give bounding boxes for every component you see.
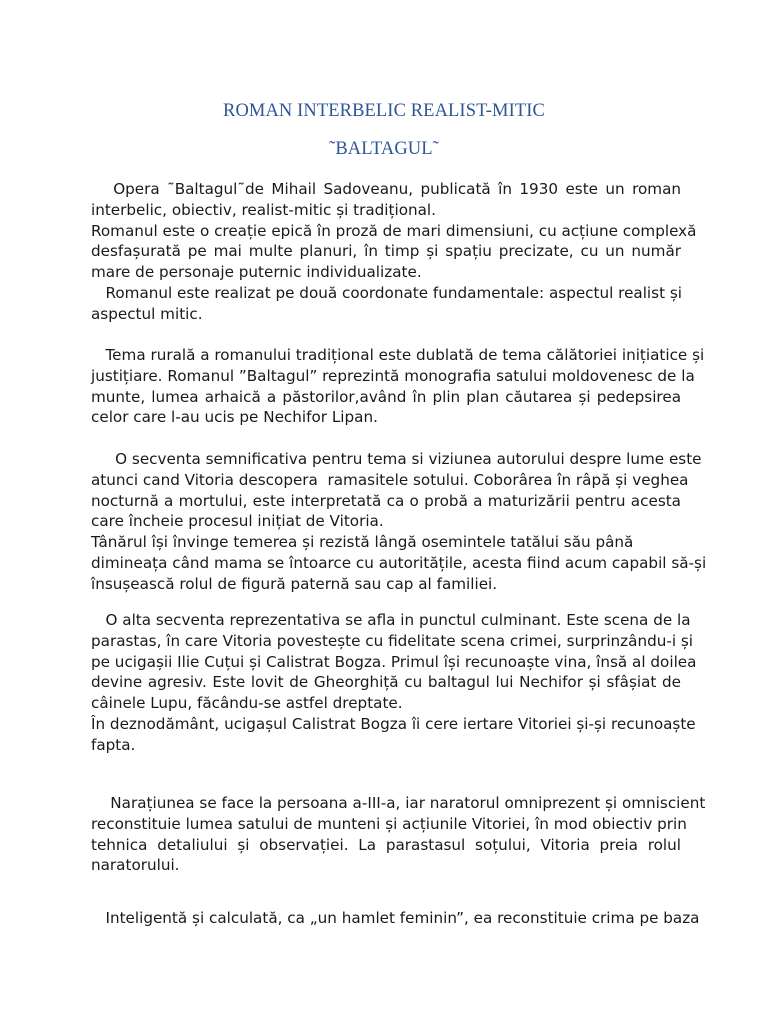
text-line: Inteligentă și calculată, ca „un hamlet feminin”, ea reconstituie crima pe baza bbox=[91, 909, 700, 927]
paragraph bbox=[91, 908, 700, 929]
text-line: naratorului. bbox=[91, 856, 180, 875]
text-line: devine agresiv. Este lovit de Gheorghiță cu baltagul lui Nechifor și sfâșiat de bbox=[91, 673, 681, 692]
paragraph bbox=[91, 179, 697, 325]
document-subtitle: ˜BALTAGUL˜ bbox=[329, 139, 439, 159]
text-line: justițiare. Romanul ”Baltagul” reprezintă monografia satului moldovenesc de la bbox=[91, 366, 695, 385]
text-line: În deznodământ, ucigașul Calistrat Bogza îi cere iertare Vitoriei și-și recunoaște bbox=[91, 714, 696, 733]
text-line: mare de personaje puternic individualizate. bbox=[91, 263, 422, 282]
text-line: fapta. bbox=[91, 735, 136, 754]
text-line: dimineața când mama se întoarce cu autoritățile, acesta fiind acum capabil să-și bbox=[91, 553, 707, 572]
text-line: care încheie procesul inițiat de Vitoria. bbox=[91, 512, 384, 531]
text-line: Romanul este o creație epică în proză de mari dimensiuni, cu acțiune complexă bbox=[91, 221, 697, 240]
text-line: tehnica detaliului și observației. La parastasul soțului, Vitoria preia rolul bbox=[91, 835, 681, 854]
text-line: Tânărul își învinge temerea și rezistă lângă osemintele tatălui său până bbox=[91, 533, 634, 552]
text-line: Narațiunea se face la persoana a-III-a, iar naratorul omniprezent și omniscient bbox=[91, 794, 706, 812]
paragraph bbox=[91, 793, 706, 876]
text-line: interbelic, obiectiv, realist-mitic și tradițional. bbox=[91, 200, 436, 219]
text-line: nocturnă a mortului, este interpretată ca o probă a maturizării pentru acesta bbox=[91, 491, 681, 510]
text-line: câinele Lupu, făcându-se astfel dreptate. bbox=[91, 694, 403, 713]
paragraph bbox=[91, 449, 707, 595]
text-line: desfașurată pe mai multe planuri, în timp și spațiu precizate, cu un număr bbox=[91, 242, 681, 261]
text-line: parastas, în care Vitoria povestește cu fidelitate scena crimei, surprinzându-i și bbox=[91, 631, 694, 650]
text-line: Tema rurală a romanului tradițional este dublată de tema călătoriei inițiatice și bbox=[91, 346, 705, 364]
text-line: însușească rolul de figură paternă sau cap al familiei. bbox=[91, 574, 498, 593]
text-line: O secventa semnificativa pentru tema si viziunea autorului despre lume este bbox=[91, 450, 702, 468]
text-line: reconstituie lumea satului de munteni și acțiunile Vitoriei, în mod obiectiv prin bbox=[91, 814, 687, 833]
text-line: atunci cand Vitoria descopera ramasitele sotului. Coborârea în râpă și veghea bbox=[91, 470, 689, 489]
text-line: celor care l-au ucis pe Nechifor Lipan. bbox=[91, 408, 378, 427]
text-line: aspectul mitic. bbox=[91, 304, 203, 323]
text-line: Romanul este realizat pe două coordonate fundamentale: aspectul realist și bbox=[91, 283, 682, 302]
document-title: ROMAN INTERBELIC REALIST-MITIC bbox=[223, 101, 545, 121]
text-line: O alta secventa reprezentativa se afla in punctul culminant. Este scena de la bbox=[91, 611, 691, 629]
text-line: munte, lumea arhaică a păstorilor,având în plin plan căutarea și pedepsirea bbox=[91, 387, 681, 406]
text-line: pe ucigașii Ilie Cuțui și Calistrat Bogza. Primul își recunoaște vina, însă al doilea bbox=[91, 652, 697, 671]
paragraph bbox=[91, 610, 697, 756]
paragraph bbox=[91, 345, 705, 428]
text-line: Opera ˜Baltagul˜de Mihail Sadoveanu, publicată în 1930 este un roman bbox=[91, 180, 681, 198]
